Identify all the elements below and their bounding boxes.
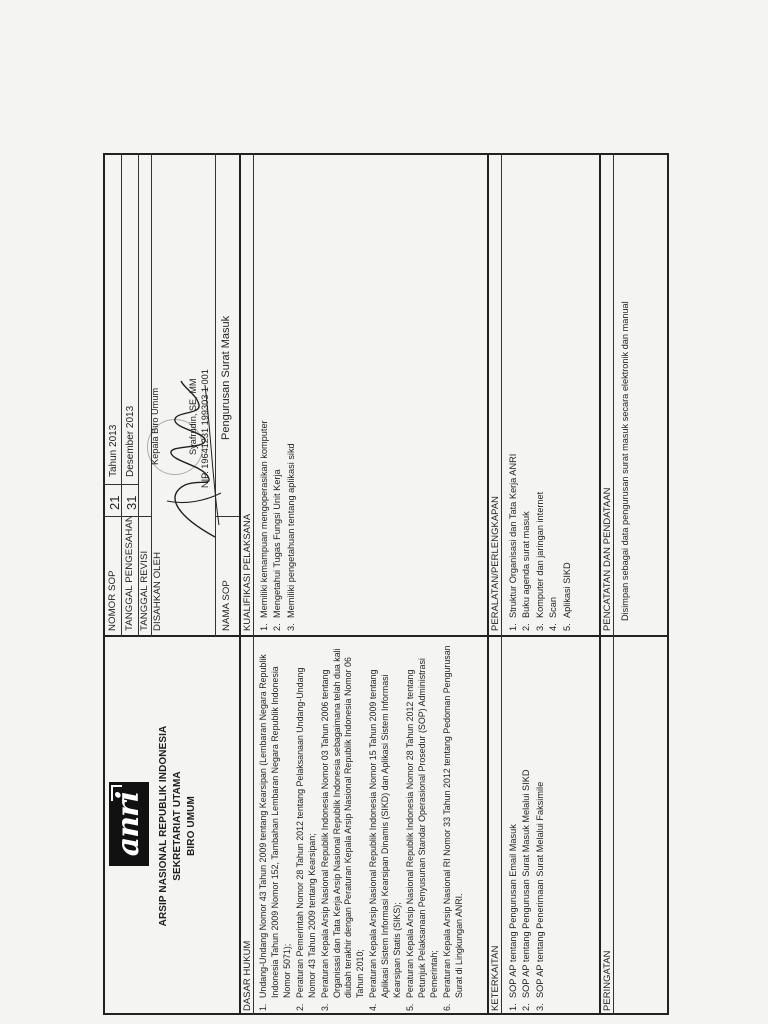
org-name: ARSIP NASIONAL REPUBLIK INDONESIA [158,725,169,927]
nama-sop-value: Pengurusan Surat Masuk [220,315,232,440]
signer-nip: NIP. 19641231 199303 1 001 [200,369,210,488]
peralatan-title: PERALATAN/PERLENGKAPAN [489,495,500,631]
tanggal-pengesahan-day: 31 [124,495,139,510]
pencatatan-title: PENCATATAN DAN PENDATAAN [601,487,612,631]
list-item: 2. Mengetahui Tugas Fungsi Unit Kerja [272,469,283,631]
list-item: 4. Peraturan Kepala Arsip Nasional Republik Indonesia Nomor 15 Tahun 2009 tentang Aplikasi Sistem Informasi Kearsipan Dinamis (SIKD) dan Aplikasi Sistem Informasi Kearsipan Statis (SIKS); [368,669,403,1011]
pencatatan-text: Disimpan sebagai data pengurusan surat masuk secara elektronik dan manual [620,301,630,621]
keterkaitan-list [507,641,547,1011]
nomor-sop-label: NOMOR SOP [107,570,118,631]
org-subunit: BIRO UMUM [186,796,197,856]
signer-title: Kepala Biro Umum [150,387,160,465]
tanggal-pengesahan-date: Desember 2013 [125,405,136,477]
nama-sop-label: NAMA SOP [221,580,232,631]
list-item: 3. SOP AP tentang Penerimaan Surat Melalui Faksimile [534,781,545,1011]
list-item: 1. SOP AP tentang Pengurusan Email Masuk [508,824,518,1011]
nomor-sop-year: Tahun 2013 [108,424,119,477]
tanggal-revisi-label: TANGGAL REVISI [139,550,150,631]
org-unit: SEKRETARIAT UTAMA [172,771,183,881]
disahkan-oleh-label: DISAHKAN OLEH [152,551,163,631]
anri-logo [109,782,149,866]
sop-document [103,153,669,1015]
list-item: 3. Komputer dan jaringan internet [534,491,545,631]
dasar-hukum-list [258,639,467,1011]
list-item: 1. Memiliki kemampuan mengoperasikan komputer [259,420,269,631]
logo-mark-icon [111,785,122,801]
list-item: 3. Peraturan Kepala Arsip Nasional Republik Indonesia Nomor 03 Tahun 2006 tentang Organisasi dan Tata Kerja Arsip Nasional Republik Indonesia sebagaimana telah dua kali diubah terakhir dengan Peraturan Kepala Arsip Nasional Republik Indonesia Nomor 06 Tahun 2010; [319,648,366,1011]
list-item: 1. Struktur Organisasi dan Tata Kerja ANRI [508,453,518,631]
meta-row-line [121,153,122,637]
list-item: 2. Peraturan Pemerintah Nomor 28 Tahun 2012 tentang Pelaksanaan Undang-Undang Nomor 43 Tahun 2009 tentang Kearsipan; [294,667,317,1011]
list-item: 5. Peraturan Kepala Arsip Nasional Republik Indonesia Nomor 28 Tahun 2012 tentang Petunjuk Pelaksanaan Penyusunan Standar Operasional Prosedur (SOP) Administrasi Pemerintah; [405,658,439,1011]
header [103,637,215,1015]
list-item: 3. Memiliki pengetahuan tentang aplikasi sikd [285,443,296,631]
list-item: 2. Buku agenda surat masuk [521,511,532,631]
dasar-hukum-title: DASAR HUKUM [241,940,252,1011]
nomor-sop-value: 21 [107,495,122,510]
peringatan-title: PERINGATAN [601,950,612,1011]
list-item: 2. SOP AP tentang Pengurusan Surat Masuk Melalui SIKD [521,769,532,1011]
tanggal-pengesahan-label: TANGGAL PENGESAHAN [124,515,135,631]
kualifikasi-list [258,161,298,631]
meta-col-line [103,484,138,485]
list-item: 4. Scan [548,597,559,631]
list-item: 1. Undang-Undang Nomor 43 Tahun 2009 tentang Kearsipan (Lembaran Negara Republik Indonesia Tahun 2009 Nomor 152, Tambahan Lembaran Negara Republik Indonesia Nomor 5071); [258,654,292,1011]
signer-name: Syafrudin, SE, MM [188,378,198,455]
sop-form [103,153,669,1015]
peralatan-list [507,161,574,631]
logo-text: anri [111,791,146,857]
list-item: 5. Aplikasi SIKD [561,562,572,631]
keterkaitan-title: KETERKAITAN [489,945,500,1011]
list-item: 6. Peraturan Kepala Arsip Nasional RI Nomor 33 Tahun 2012 tentang Pedoman Pengurusan Surat di Lingkungan ANRI. [441,645,464,1011]
kualifikasi-title: KUALIFIKASI PELAKSANA [241,513,252,631]
